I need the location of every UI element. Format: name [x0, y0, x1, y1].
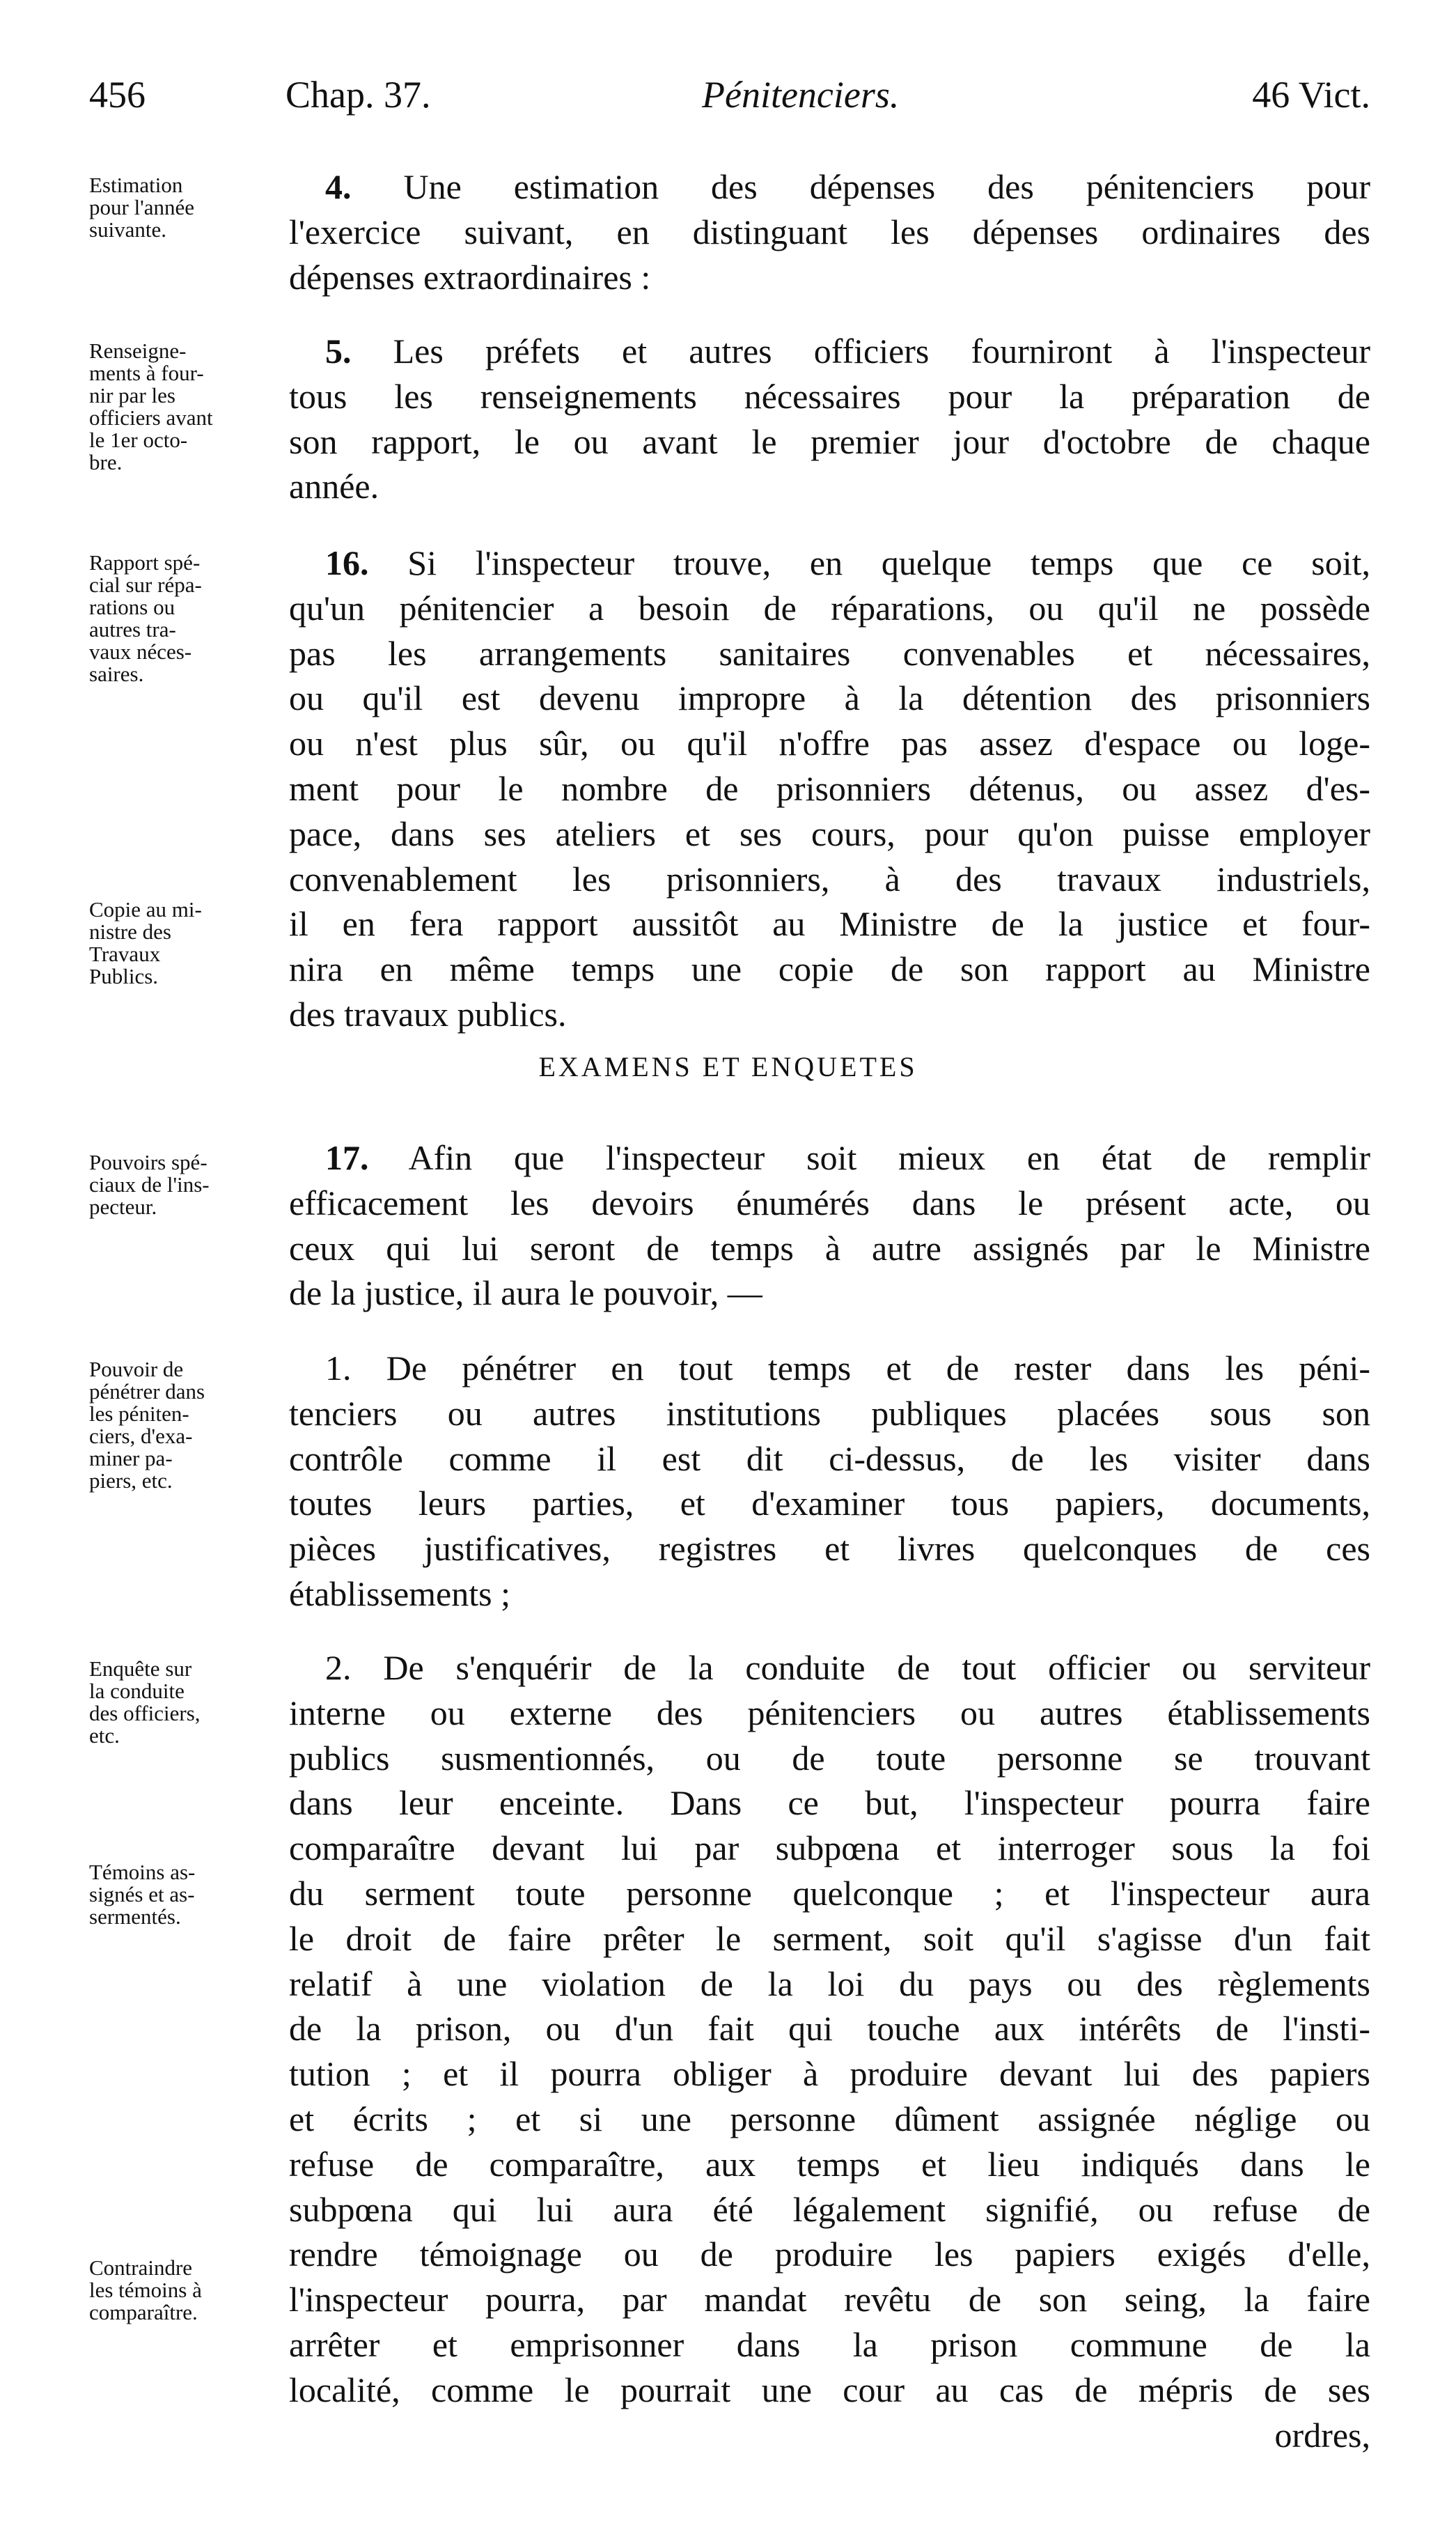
text-line: le droit de faire prêter le serment, soit qu'il s'agisse d'un fait: [289, 1918, 1370, 1958]
margin-note-line: la conduite: [89, 1679, 185, 1703]
margin-note-line: Travaux: [89, 942, 161, 966]
text-line: 1. De pénétrer en tout temps et de rester dans les péni-: [325, 1349, 1371, 1388]
text-line: contrôle comme il est dit ci-dessus, de les visiter dans: [289, 1438, 1370, 1478]
margin-note-line: etc.: [89, 1723, 120, 1748]
text-line: ceux qui lui seront de temps à autre assignés par le Ministre: [289, 1228, 1370, 1268]
text-line: relatif à une violation de la loi du pays ou des règlements: [289, 1964, 1370, 2003]
paragraph-5: [289, 329, 1370, 509]
text-line: l'inspecteur pourra, par mandat revêtu de son seing, la faire: [289, 2280, 1370, 2319]
paragraph-number: 16.: [325, 543, 369, 582]
text-line: 17. Afin que l'inspecteur soit mieux en état de remplir: [325, 1138, 1370, 1177]
margin-note-line: les témoins à: [89, 2278, 202, 2302]
text-line: dans leur enceinte. Dans ce but, l'inspecteur pourra faire: [289, 1783, 1370, 1823]
margin-note-estimation: [89, 174, 291, 241]
page-number: 456: [89, 74, 146, 116]
margin-note-temoins: [89, 1861, 291, 1928]
section-heading: EXAMENS ET ENQUETES: [538, 1051, 918, 1082]
margin-note-line: comparaître.: [89, 2300, 198, 2324]
margin-note-line: pénétrer dans: [89, 1379, 205, 1404]
margin-note-line: Rapport spé-: [89, 550, 201, 575]
text-line: ordres,: [1274, 2415, 1370, 2455]
margin-note-line: nistre des: [89, 919, 171, 944]
margin-note-line: vaux néces-: [89, 639, 192, 664]
regnal-year: 46 Vict.: [1252, 74, 1370, 116]
text-line: il en fera rapport aussitôt au Ministre de la justice et four-: [289, 904, 1370, 944]
margin-note-line: Renseigne-: [89, 339, 187, 363]
text-line: tution ; et il pourra obliger à produire devant lui des papiers: [289, 2054, 1370, 2094]
margin-note-line: Estimation: [89, 173, 183, 197]
text-line: son rapport, le ou avant le premier jour d'octobre de chaque: [289, 421, 1370, 461]
paragraph-17: [289, 1135, 1370, 1316]
text-line: subpœna qui lui aura été légalement signifié, ou refuse de: [289, 2189, 1370, 2229]
text-line: convenablement les prisonniers, à des travaux industriels,: [289, 859, 1370, 899]
text-line: qu'un pénitencier a besoin de réparations, ou qu'il ne possède: [289, 588, 1370, 628]
text-line: des travaux publics.: [289, 994, 567, 1034]
margin-note-line: piers, etc.: [89, 1468, 173, 1493]
subsection-1: [289, 1346, 1370, 1617]
text-line: tous les renseignements nécessaires pour la préparation de: [289, 376, 1370, 416]
margin-note-line: autres tra-: [89, 617, 176, 642]
margin-note-line: pecteur.: [89, 1195, 157, 1219]
margin-note-line: miner pa-: [89, 1446, 173, 1470]
margin-note-line: officiers avant: [89, 405, 213, 430]
text-line: de la justice, il aura le pouvoir, —: [289, 1273, 762, 1313]
margin-note-line: ciers, d'exa-: [89, 1424, 193, 1448]
margin-note-rapport-special: [89, 552, 291, 685]
text-line: et écrits ; et si une personne dûment assignée néglige ou: [289, 2099, 1370, 2138]
margin-note-line: Copie au mi-: [89, 897, 202, 922]
text-line: 2. De s'enquérir de la conduite de tout officier ou serviteur: [325, 1648, 1370, 1687]
text-line: publics susmentionnés, ou de toute personne se trouvant: [289, 1738, 1370, 1778]
margin-note-contraindre: [89, 2257, 291, 2324]
margin-note-copie-ministre: [89, 899, 291, 988]
margin-note-renseignements: [89, 340, 291, 474]
text-line: pas les arrangements sanitaires convenables et nécessaires,: [289, 633, 1370, 673]
margin-note-enquete: [89, 1658, 291, 1747]
margin-note-line: ments à four-: [89, 361, 204, 385]
margin-note-line: Pouvoir de: [89, 1357, 184, 1381]
margin-note-line: nir par les: [89, 383, 175, 407]
margin-note-penetrer: [89, 1358, 291, 1492]
margin-note-line: Témoins as-: [89, 1860, 196, 1884]
text-line: du serment toute personne quelconque ; et l'inspecteur aura: [289, 1873, 1370, 1913]
text-line: établissements ;: [289, 1573, 510, 1613]
text-line: année.: [289, 467, 379, 506]
margin-note-line: cial sur répa-: [89, 573, 202, 597]
subsection-2: [289, 1645, 1370, 2457]
chapter-label: Chap. 37.: [285, 74, 431, 116]
running-title: Pénitenciers.: [702, 74, 900, 116]
margin-note-line: Publics.: [89, 964, 159, 988]
subsection-number: 1.: [325, 1349, 352, 1388]
text-line: de la prison, ou d'un fait qui touche aux intérêts de l'insti-: [289, 2009, 1370, 2049]
text-line: nira en même temps une copie de son rapport au Ministre: [289, 949, 1370, 989]
paragraph-number: 5.: [325, 332, 352, 371]
text-line: 5. Les préfets et autres officiers fourniront à l'inspecteur: [325, 332, 1370, 371]
subsection-number: 2.: [325, 1648, 352, 1687]
margin-note-line: pour l'année: [89, 195, 195, 219]
text-line: ou n'est plus sûr, ou qu'il n'offre pas assez d'espace ou loge-: [289, 724, 1370, 763]
margin-note-line: sermentés.: [89, 1904, 181, 1929]
text-line: 16. Si l'inspecteur trouve, en quelque temps que ce soit,: [325, 543, 1370, 582]
running-header: [89, 73, 1370, 122]
text-line: interne ou externe des pénitenciers ou autres établissements: [289, 1693, 1370, 1732]
paragraph-number: 17.: [325, 1138, 369, 1177]
text-line: refuse de comparaître, aux temps et lieu indiqués dans le: [289, 2144, 1370, 2184]
text-line: rendre témoignage ou de produire les papiers exigés d'elle,: [289, 2235, 1370, 2274]
margin-note-line: des officiers,: [89, 1701, 201, 1725]
paragraph-16: [289, 541, 1370, 1037]
text-line: comparaître devant lui par subpœna et interroger sous la foi: [289, 1828, 1370, 1868]
margin-note-line: le 1er octo-: [89, 428, 188, 452]
margin-note-pouvoirs-speciaux: [89, 1151, 291, 1218]
text-line: ment pour le nombre de prisonniers détenus, ou assez d'es-: [289, 768, 1370, 808]
margin-note-line: Contraindre: [89, 2255, 193, 2280]
margin-note-line: ciaux de l'ins-: [89, 1172, 210, 1197]
margin-note-line: Enquête sur: [89, 1656, 192, 1681]
text-line: ou qu'il est devenu impropre à la détention des prisonniers: [289, 678, 1370, 718]
text-line: arrêter et emprisonner dans la prison commune de la: [289, 2324, 1370, 2364]
margin-note-line: suivante.: [89, 217, 167, 242]
text-line: toutes leurs parties, et d'examiner tous papiers, documents,: [289, 1484, 1370, 1523]
text-line: l'exercice suivant, en distinguant les dépenses ordinaires des: [289, 212, 1370, 251]
text-line: localité, comme le pourrait une cour au cas de mépris de ses: [289, 2370, 1370, 2409]
paragraph-number: 4.: [325, 167, 352, 206]
margin-note-line: Pouvoirs spé-: [89, 1150, 208, 1174]
text-line: tenciers ou autres institutions publiques placées sous son: [289, 1393, 1370, 1433]
margin-note-line: rations ou: [89, 595, 175, 619]
text-line: pièces justificatives, registres et livres quelconques de ces: [289, 1529, 1370, 1569]
margin-note-line: saires.: [89, 662, 144, 686]
paragraph-4: [289, 164, 1370, 300]
margin-note-line: signés et as-: [89, 1882, 195, 1906]
margin-note-line: les péniten-: [89, 1401, 189, 1426]
text-line: 4. Une estimation des dépenses des pénitenciers pour: [325, 167, 1370, 206]
text-line: pace, dans ses ateliers et ses cours, pour qu'on puisse employer: [289, 814, 1370, 853]
text-line: dépenses extraordinaires :: [289, 257, 651, 297]
margin-note-line: bre.: [89, 450, 123, 474]
text-line: efficacement les devoirs énumérés dans le présent acte, ou: [289, 1183, 1370, 1222]
